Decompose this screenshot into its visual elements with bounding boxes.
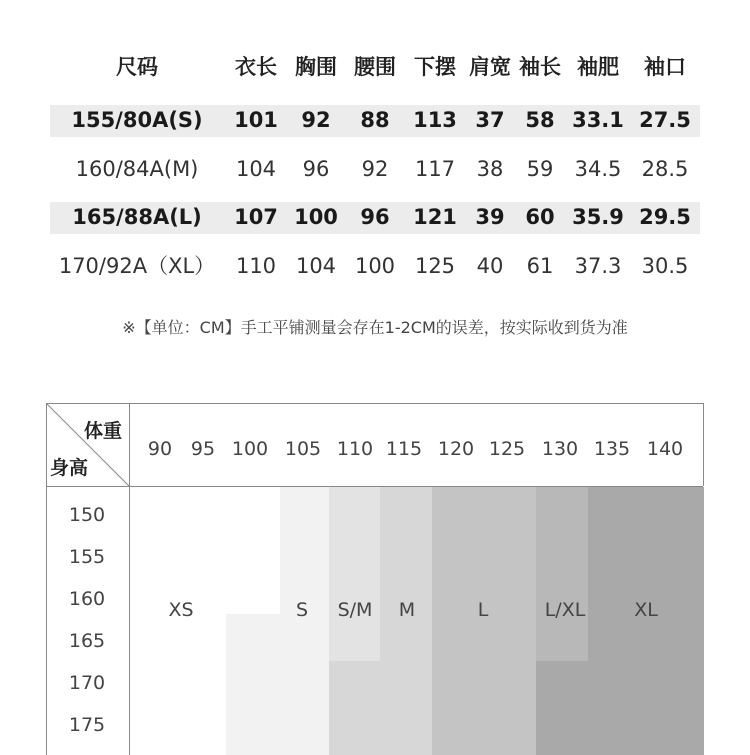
size-zone-xl bbox=[588, 487, 704, 755]
size-zone-label: M bbox=[398, 599, 416, 621]
size-zone-l-xl bbox=[536, 487, 588, 661]
measurement-cell: 39 bbox=[475, 205, 505, 229]
size-zone-s bbox=[280, 487, 329, 755]
height-tick-label: 165 bbox=[68, 630, 106, 652]
size-zone-xl bbox=[536, 661, 588, 755]
measurement-cell: 101 bbox=[234, 108, 278, 132]
size-zone-s bbox=[226, 614, 280, 755]
measurement-cell: 28.5 bbox=[641, 157, 689, 181]
column-header: 腰围 bbox=[354, 55, 396, 79]
measurement-cell: 29.5 bbox=[639, 205, 691, 229]
measurement-cell: 61 bbox=[526, 254, 554, 278]
measurement-cell: 113 bbox=[413, 108, 457, 132]
weight-tick-label: 105 bbox=[284, 438, 322, 460]
height-tick-label: 160 bbox=[68, 588, 106, 610]
size-zone-m bbox=[380, 487, 432, 755]
size-zone-label: S bbox=[295, 599, 309, 621]
column-header: 袖口 bbox=[644, 55, 686, 79]
measurement-note: ※【单位：CM】手工平铺测量会存在1-2CM的误差，按实际收到货为准 bbox=[122, 318, 628, 337]
size-zone-l bbox=[432, 487, 536, 755]
size-label-cell: 165/88A(L) bbox=[72, 205, 202, 229]
height-tick-label: 175 bbox=[68, 714, 106, 736]
weight-tick-label: 110 bbox=[336, 438, 374, 460]
measurement-cell: 35.9 bbox=[572, 205, 624, 229]
weight-tick-label: 135 bbox=[593, 438, 631, 460]
size-zone-label: XL bbox=[634, 599, 658, 621]
size-zone-label: L/XL bbox=[544, 599, 586, 621]
size-zone-xs bbox=[130, 487, 226, 755]
weight-tick-label: 125 bbox=[488, 438, 526, 460]
measurement-cell: 100 bbox=[294, 205, 338, 229]
measurement-cell: 107 bbox=[234, 205, 278, 229]
size-zone-s-m bbox=[329, 487, 380, 661]
measurement-cell: 96 bbox=[360, 205, 390, 229]
weight-tick-label: 120 bbox=[437, 438, 475, 460]
measurement-cell: 33.1 bbox=[572, 108, 624, 132]
measurement-cell: 38 bbox=[476, 157, 504, 181]
weight-tick-label: 130 bbox=[541, 438, 579, 460]
measurement-cell: 59 bbox=[526, 157, 554, 181]
size-label-cell: 155/80A(S) bbox=[71, 108, 203, 132]
measurement-cell: 121 bbox=[413, 205, 457, 229]
weight-tick-label: 140 bbox=[646, 438, 684, 460]
size-label-cell: 160/84A(M) bbox=[75, 157, 199, 181]
frame-line bbox=[703, 403, 704, 486]
size-zone-m bbox=[329, 661, 380, 755]
measurement-cell: 100 bbox=[354, 254, 396, 278]
measurement-cell: 92 bbox=[301, 108, 331, 132]
measurement-cell: 58 bbox=[525, 108, 555, 132]
height-tick-label: 170 bbox=[68, 672, 106, 694]
weight-corner-label: 体重 bbox=[84, 420, 123, 442]
height-corner-label: 身高 bbox=[50, 457, 89, 479]
measurement-cell: 40 bbox=[476, 254, 504, 278]
column-header: 衣长 bbox=[235, 55, 277, 79]
column-header: 肩宽 bbox=[469, 55, 511, 79]
measurement-cell: 60 bbox=[525, 205, 555, 229]
measurement-cell: 104 bbox=[295, 254, 337, 278]
measurement-cell: 117 bbox=[414, 157, 456, 181]
height-tick-label: 155 bbox=[68, 546, 106, 568]
size-zone-label: S/M bbox=[337, 599, 373, 621]
measurement-cell: 110 bbox=[235, 254, 277, 278]
weight-tick-label: 95 bbox=[190, 438, 216, 460]
column-header: 胸围 bbox=[295, 55, 337, 79]
column-header: 下摆 bbox=[414, 55, 456, 79]
measurement-cell: 104 bbox=[235, 157, 277, 181]
measurement-cell: 30.5 bbox=[641, 254, 689, 278]
measurement-cell: 125 bbox=[414, 254, 456, 278]
frame-line bbox=[46, 486, 703, 487]
measurement-cell: 88 bbox=[360, 108, 390, 132]
measurement-cell: 34.5 bbox=[574, 157, 622, 181]
size-label-cell: 170/92A（XL） bbox=[58, 254, 216, 278]
height-tick-label: 150 bbox=[68, 504, 106, 526]
weight-tick-label: 90 bbox=[147, 438, 173, 460]
measurement-cell: 37.3 bbox=[574, 254, 622, 278]
size-zone-label: L bbox=[477, 599, 489, 621]
weight-height-size-chart bbox=[46, 403, 704, 755]
column-header: 袖肥 bbox=[577, 55, 619, 79]
column-header: 袖长 bbox=[519, 55, 561, 79]
frame-line bbox=[46, 403, 703, 404]
measurement-cell: 96 bbox=[302, 157, 330, 181]
size-zone-label: XS bbox=[168, 599, 194, 621]
measurement-cell: 27.5 bbox=[639, 108, 691, 132]
measurement-cell: 92 bbox=[361, 157, 389, 181]
weight-tick-label: 100 bbox=[231, 438, 269, 460]
weight-tick-label: 115 bbox=[385, 438, 423, 460]
column-header: 尺码 bbox=[116, 55, 158, 79]
measurement-cell: 37 bbox=[475, 108, 505, 132]
